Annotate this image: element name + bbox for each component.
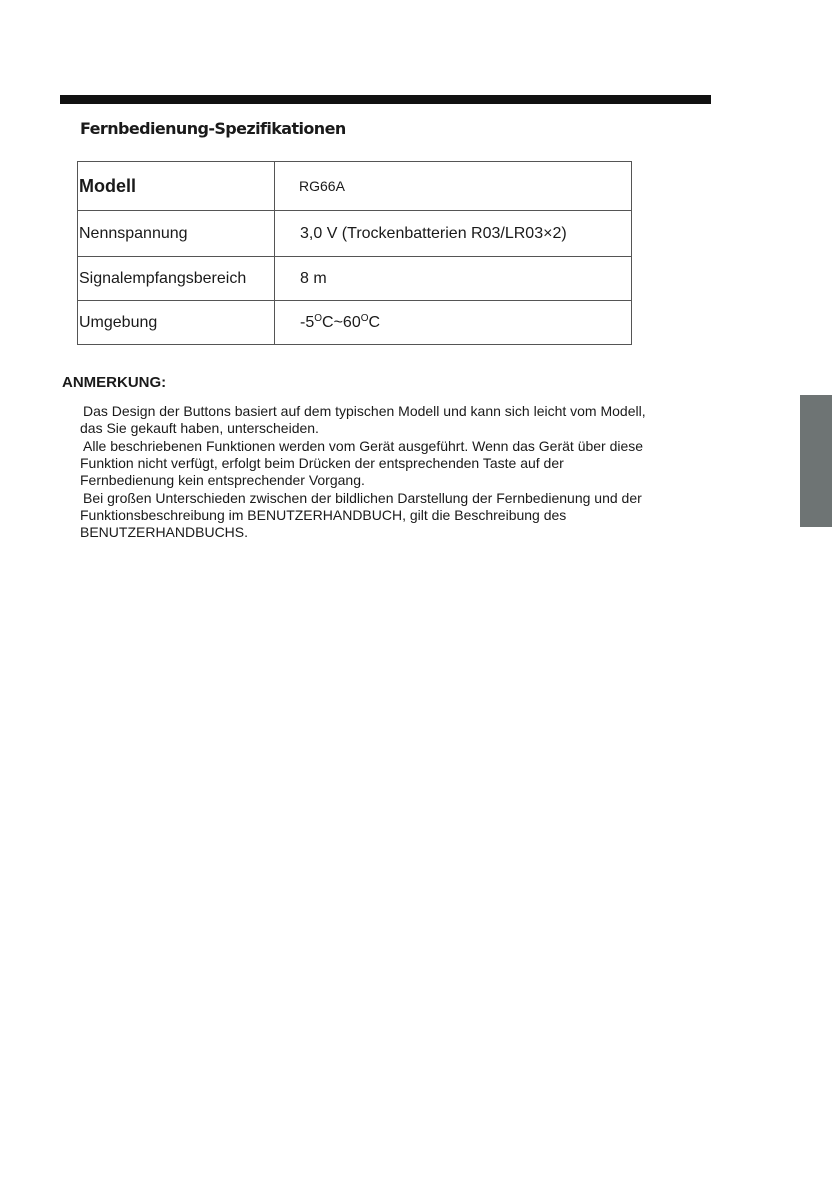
degree-mark: O: [360, 313, 369, 324]
spec-label-environment: Umgebung: [78, 301, 275, 345]
table-row: [78, 162, 632, 211]
temp-unit: C: [368, 314, 381, 331]
note-line: Bei großen Unterschieden zwischen der bildlichen Darstellung der Fernbedienung und der: [83, 490, 642, 506]
notes-list: [80, 403, 710, 542]
note-heading: ANMERKUNG:: [62, 374, 167, 391]
note-line: Funktion nicht verfügt, erfolgt beim Drücken der entsprechenden Taste auf der: [80, 455, 564, 471]
note-line: Funktionsbeschreibung im BENUTZERHANDBUCH, gilt die Beschreibung des: [80, 507, 567, 523]
side-tab: [800, 395, 832, 527]
note-line: BENUTZERHANDBUCHS.: [80, 524, 249, 540]
section-title: Fernbedienung-Spezifikationen: [80, 119, 346, 138]
top-rule: [60, 95, 711, 104]
spec-value-voltage: 3,0 V (Trockenbatterien R03/LR03×2): [275, 211, 632, 257]
spec-label-voltage: Nennspannung: [78, 211, 275, 257]
note-line: Das Design der Buttons basiert auf dem typischen Modell und kann sich leicht vom Modell,: [83, 403, 646, 419]
note-line: das Sie gekauft haben, unterscheiden.: [80, 420, 319, 436]
spec-table: [77, 161, 632, 345]
spec-value-environment: [275, 301, 632, 345]
table-row: [78, 211, 632, 257]
note-line: Alle beschriebenen Funktionen werden vom Gerät ausgeführt. Wenn das Gerät über diese: [83, 438, 644, 454]
note-item: [80, 438, 710, 489]
note-item: [80, 403, 710, 437]
spec-value-model: RG66A: [275, 162, 632, 211]
note-line: Fernbedienung kein entsprechender Vorgang.: [80, 472, 365, 488]
degree-mark: O: [314, 313, 323, 324]
table-row: [78, 301, 632, 345]
spec-label-range: Signalempfangsbereich: [78, 257, 275, 301]
note-item: [80, 490, 710, 541]
spec-value-range: 8 m: [275, 257, 632, 301]
temp-mid: C~60: [322, 314, 361, 331]
temp-min: -5: [300, 314, 315, 331]
table-row: [78, 257, 632, 301]
spec-label-model: Modell: [78, 162, 275, 211]
